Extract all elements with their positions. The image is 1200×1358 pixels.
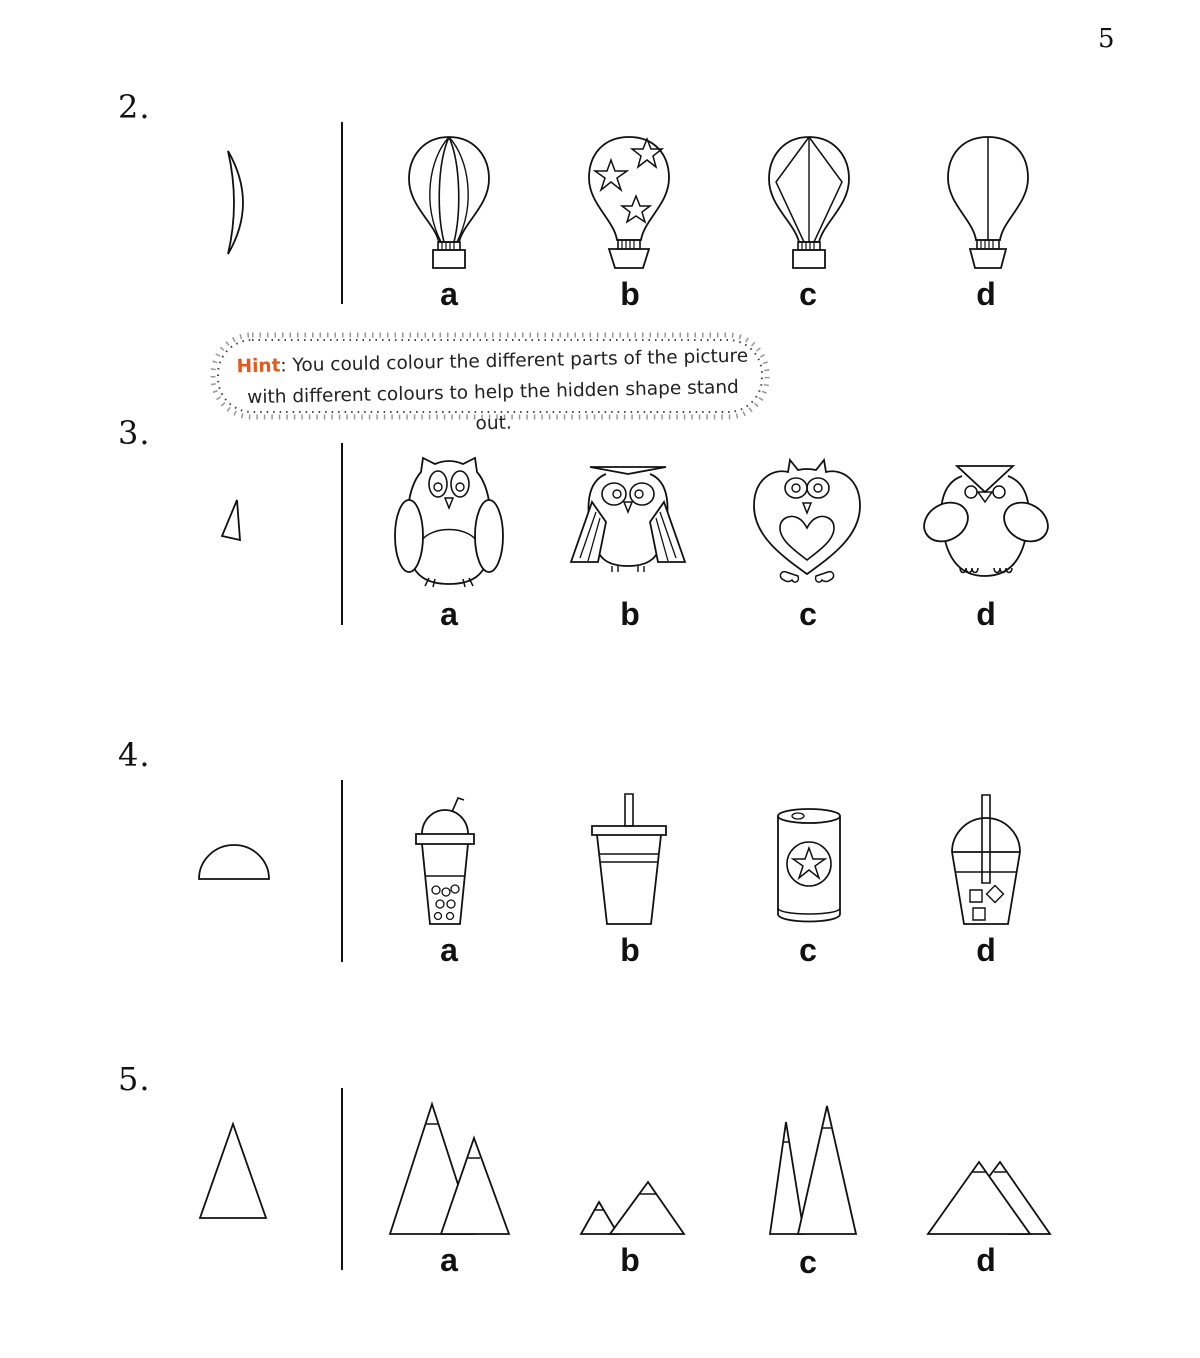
option-d-label[interactable]: d [976, 596, 996, 632]
question-divider [341, 1088, 343, 1270]
target-shape-semicircle [196, 842, 272, 882]
target-shape-tall-triangle [196, 1120, 270, 1222]
question-number: 2. [118, 88, 151, 126]
option-a-picture[interactable] [404, 134, 494, 274]
option-c-picture[interactable] [766, 1102, 860, 1238]
option-b-label[interactable]: b [620, 596, 640, 632]
option-d-picture[interactable] [922, 462, 1052, 586]
option-a-picture[interactable] [393, 454, 505, 590]
option-d-label[interactable]: d [976, 276, 996, 312]
option-b-label[interactable]: b [620, 276, 640, 312]
option-c-picture[interactable] [752, 456, 862, 588]
question-number: 4. [118, 736, 151, 774]
target-shape-crescent [222, 148, 252, 258]
hint-text [227, 340, 759, 444]
question-number: 3. [118, 414, 151, 452]
option-c-picture[interactable] [764, 134, 854, 274]
option-b-picture[interactable] [584, 134, 674, 274]
option-a-picture[interactable] [386, 1100, 512, 1238]
option-b-picture[interactable] [578, 1178, 688, 1238]
option-d-label[interactable]: d [976, 932, 996, 968]
option-c-label[interactable]: c [799, 596, 817, 632]
option-d-picture[interactable] [943, 134, 1033, 274]
option-c-label[interactable]: c [799, 1244, 817, 1280]
option-b-label[interactable]: b [620, 1242, 640, 1278]
question-divider [341, 443, 343, 625]
target-shape-thin-triangle [218, 496, 244, 544]
hint-body: : You could colour the different parts of the picture with different colours to help the hidden shape stand out. [246, 345, 749, 435]
option-b-picture[interactable] [566, 462, 690, 574]
option-c-label[interactable]: c [799, 932, 817, 968]
option-c-picture[interactable] [774, 804, 844, 926]
option-a-label[interactable]: a [440, 1242, 458, 1278]
hint-box [210, 330, 770, 435]
option-d-picture[interactable] [924, 1158, 1054, 1238]
option-a-label[interactable]: a [440, 596, 458, 632]
option-a-picture[interactable] [410, 794, 480, 930]
option-b-picture[interactable] [588, 792, 670, 928]
option-a-label[interactable]: a [440, 932, 458, 968]
option-d-picture[interactable] [946, 792, 1026, 930]
option-b-label[interactable]: b [620, 932, 640, 968]
question-divider [341, 780, 343, 962]
question-number: 5. [118, 1060, 151, 1098]
option-d-label[interactable]: d [976, 1242, 996, 1278]
hint-label: Hint [236, 355, 281, 378]
question-divider [341, 122, 343, 304]
page-number: 5 [1098, 24, 1115, 54]
option-c-label[interactable]: c [799, 276, 817, 312]
option-a-label[interactable]: a [440, 276, 458, 312]
